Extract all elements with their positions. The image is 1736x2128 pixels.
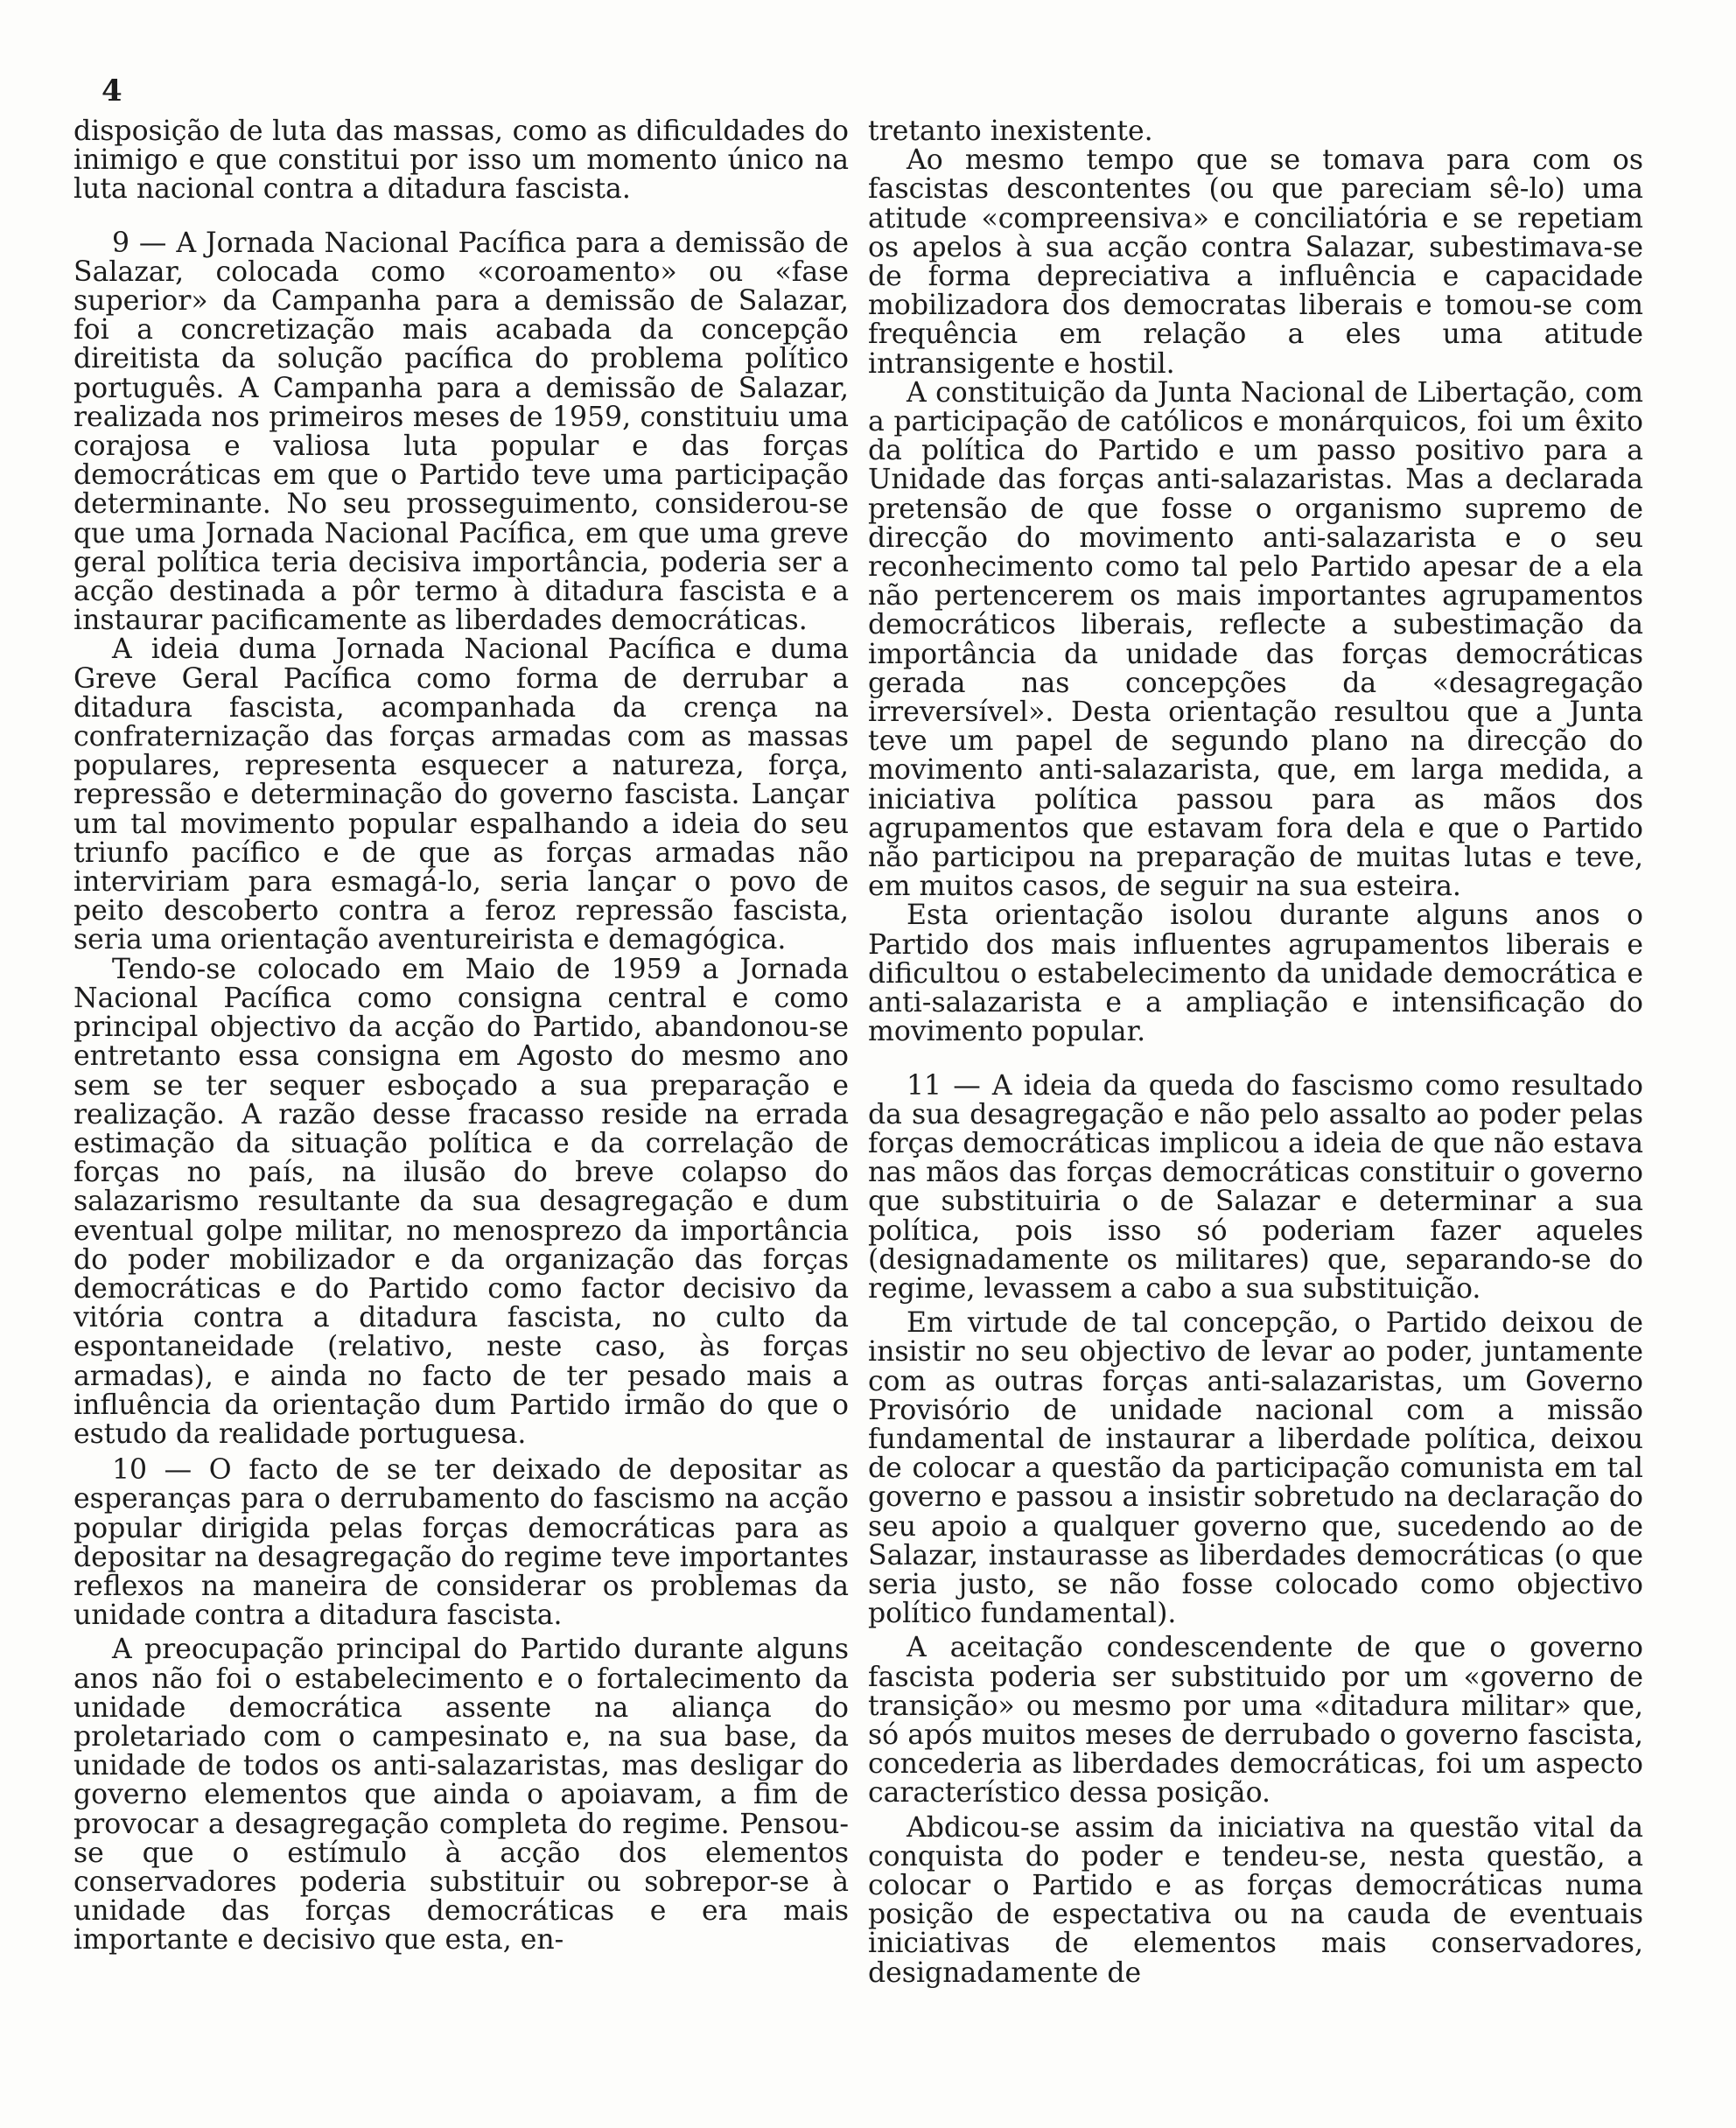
paragraph-section-11: 11 — A ideia da queda do fascismo como resultado da sua desagregação e não pelo assalto ao poder pelas forças democráticas implicou a ideia de que não estava nas mãos das forças democráticas constituir o governo que substituiria o de Salazar e determinar a sua política, pois isso só poderiam fazer aqueles (designadamente os militares) que, separando-se do regime, levassem a cabo a sua substituição. [868, 1069, 1643, 1305]
paragraph: Abdicou-se assim da iniciativa na questão vital da conquista do poder e tendeu-se, nesta questão, a colocar o Partido e as forças democráticas numa posição de espectativa ou na cauda de eventuais iniciativas de elementos mais conservadores, designadamente de [868, 1811, 1643, 1989]
paragraph: A aceitação condescendente de que o governo fascista poderia ser substituido por um «governo de transição» ou mesmo por uma «ditadura militar» que, só após muitos meses de derrubado o governo fascista, concederia as liberdades democráticas, foi um aspecto característico dessa posição. [868, 1632, 1643, 1810]
paragraph: A preocupação principal do Partido durante alguns anos não foi o estabelecimento e o fortalecimento da unidade democrática assente na aliança do proletariado com o campesinato e, na sua base, da unidade de todos os anti-salazaristas, mas desligar do governo elementos que ainda o apoiavam, a fim de provocar a desagregação completa do regime. Pensou-se que o estímulo à acção dos elementos conservadores poderia substituir ou sobrepor-se à unidade das forças democráticas e era mais importante e decisivo que esta, en- [74, 1634, 849, 1956]
paragraph: A constituição da Junta Nacional de Libertação, com a participação de católicos e monárquicos, foi um êxito da política do Partido e um passo positivo para a Unidade das forças anti-salazaristas. Mas a declarada pretensão de que fosse o organismo supremo de direcção do movimento anti-salazarista e o seu reconhecimento como tal pelo Partido apesar de a ela não pertencerem os mais importantes agrupamentos democráticos liberais, reflecte a subestimação da importância da unidade das forças democráticas gerada nas concepções da «desagregação irreversível». Desta orientação resultou que a Junta teve um papel de segundo plano na direcção do movimento anti-salazarista, que, em larga medida, a iniciativa política passou para as mãos dos agrupamentos que estavam fora dela e que o Partido não participou na preparação de muitas lutas e teve, em muitos casos, de seguir na sua esteira. [868, 376, 1643, 903]
paragraph: Ao mesmo tempo que se tomava para com os fascistas descontentes (ou que pareciam sê-lo) uma atitude «compreensiva» e conciliatória e se repetiam os apelos à sua acção contra Salazar, subestimava-se de forma depreciativa a influência e capacidade mobilizadora dos democratas liberais e tomou-se com frequência em relação a eles uma atitude intransigente e hostil. [868, 144, 1643, 380]
paragraph: Em virtude de tal concepção, o Partido deixou de insistir no seu objectivo de levar ao poder, juntamente com as outras forças anti-salazaristas, um Governo Provisório de unidade nacional com a missão fundamental de instaurar a liberdade política, deixou de colocar a questão da participação comunista em tal governo e passou a insistir sobretudo na declaração do seu apoio a qualquer governo que, sucedendo ao de Salazar, instaurasse as liberdades democráticas (o que seria justo, se não fosse colocado como objectivo político fundamental). [868, 1307, 1643, 1630]
paragraph: Esta orientação isolou durante alguns anos o Partido dos mais influentes agrupamentos liberais e dificultou o estabelecimento da unidade democrática e anti-salazarista e a ampliação e intensificação do movimento popular. [868, 900, 1643, 1048]
page-number: 4 [102, 74, 122, 108]
right-column [868, 117, 1643, 1988]
paragraph: disposição de luta das massas, como as dificuldades do inimigo e que constitui por isso um momento único na luta nacional contra a ditadura fascista. [74, 116, 849, 206]
paragraph-section-9: 9 — A Jornada Nacional Pacífica para a demissão de Salazar, colocada como «coroamento» ou «fase superior» da Campanha para a demissão de Salazar, foi a concretização mais acabada da concepção direitista da solução pacífica do problema político português. A Campanha para a demissão de Salazar, realizada nos primeiros meses de 1959, constituiu uma corajosa e valiosa luta popular e das forças democráticas em que o Partido teve uma participação determinante. No seu prosseguimento, considerou-se que uma Jornada Nacional Pacífica, em que uma greve geral política teria decisiva importância, poderia ser a acção destinada a pôr termo à ditadura fascista e a instaurar pacificamente as liberdades democráticas. [74, 227, 849, 637]
paragraph: tretanto inexistente. [868, 116, 1153, 147]
paragraph-section-10: 10 — O facto de se ter deixado de depositar as esperanças para o derrubamento do fascismo na acção popular dirigida pelas forças democráticas para as depositar na desagregação do regime teve importantes reflexos na maneira de considerar os problemas da unidade contra a ditadura fascista. [74, 1454, 849, 1632]
paragraph: A ideia duma Jornada Nacional Pacífica e duma Greve Geral Pacífica como forma de derrubar a ditadura fascista, acompanhada da crença na confraternização das forças armadas com as massas populares, representa esquecer a natureza, força, repressão e determinação do governo fascista. Lançar um tal movimento popular espalhando a ideia do seu triunfo pacífico e de que as forças armadas não interviriam para esmagá-lo, seria lançar o povo de peito descoberto contra a feroz repressão fascista, seria uma orientação aventureirista e demagógica. [74, 634, 849, 956]
paragraph: Tendo-se colocado em Maio de 1959 a Jornada Nacional Pacífica como consigna central e como principal objectivo da acção do Partido, abandonou-se entretanto essa consigna em Agosto do mesmo ano sem se ter sequer esboçado a sua preparação e realização. A razão desse fracasso reside na errada estimação da situação política e da correlação de forças no país, na ilusão do breve colapso do salazarismo resultante da sua desagregação e dum eventual golpe militar, no menosprezo da importância do poder mobilizador e da organização das forças democráticas e do Partido como factor decisivo da vitória contra a ditadura fascista, no culto da espontaneidade (relativo, neste caso, às forças armadas), e ainda no facto de ter pesado mais a influência da orientação dum Partido irmão do que o estudo da realidade portuguesa. [74, 953, 849, 1450]
left-column [74, 117, 849, 1956]
